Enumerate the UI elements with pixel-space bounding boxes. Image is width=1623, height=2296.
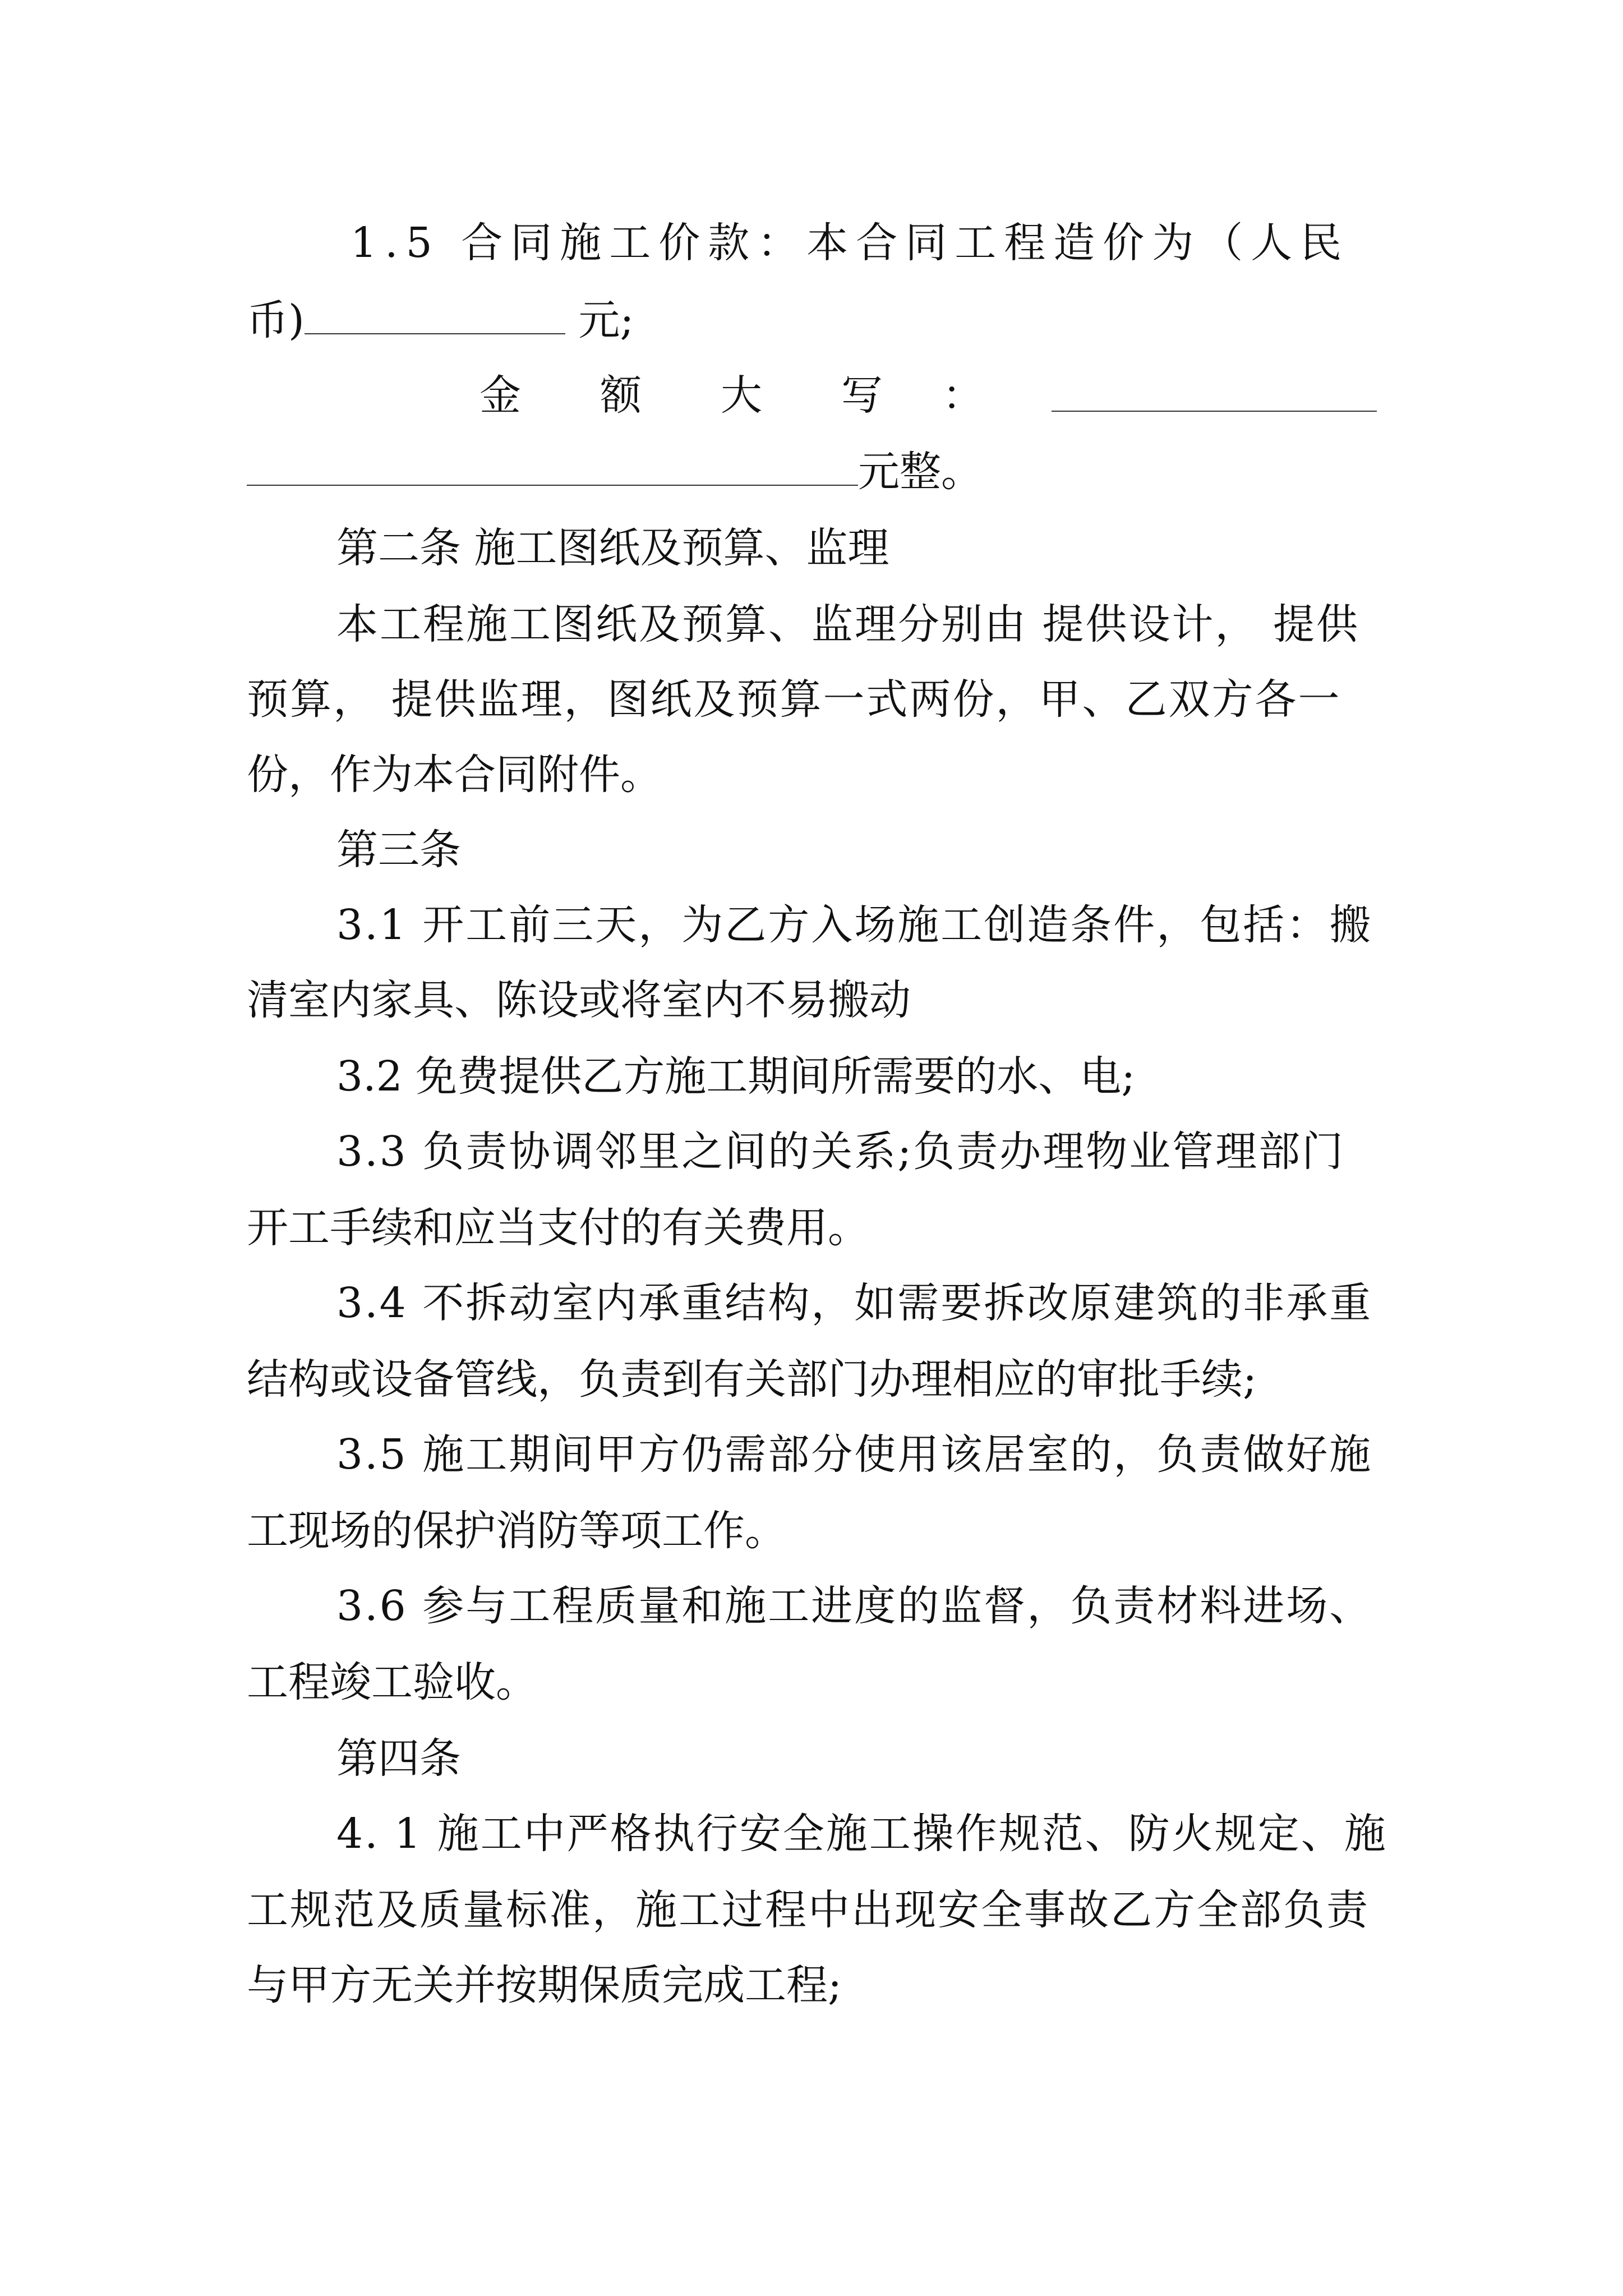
amount-char-2: 额 — [600, 371, 642, 420]
clause-3-6-line-1 — [336, 1581, 1372, 1631]
clause-4-1-text-2: 工规范及质量标准，施工过程中出现安全事故乙方全部负责 — [247, 1886, 1370, 1934]
clause-1-5-text: 1.5 合同施工价款：本合同工程造价为（人民 — [351, 219, 1350, 267]
currency-unit: 元; — [565, 296, 634, 344]
article-2-heading-text: 第二条 施工图纸及预算、监理 — [336, 524, 889, 572]
clause-3-1-line-1 — [336, 900, 1372, 950]
clause-4-1-line-1 — [336, 1809, 1387, 1859]
clause-1-5-line-2 — [247, 295, 634, 346]
clause-4-1-text-1: 4. 1 施工中严格执行安全施工操作规范、防火规定、施 — [336, 1810, 1387, 1858]
clause-3-1-text-1: 3.1 开工前三天，为乙方入场施工创造条件，包括：搬 — [336, 901, 1373, 949]
article-2-line-2 — [247, 674, 1341, 725]
clause-4-1-text-3: 与甲方无关并按期保质完成工程; — [247, 1961, 842, 2009]
amount-char-5: ： — [942, 371, 984, 420]
amount-char-1: 金 — [479, 371, 521, 420]
clause-3-4-line-2 — [247, 1354, 1257, 1405]
amount-uppercase-line-2 — [247, 447, 983, 497]
clause-4-1-line-3 — [247, 1960, 842, 2010]
clause-3-1-line-2 — [247, 975, 911, 1025]
clause-3-4-text-2: 结构或设备管线，负责到有关部门办理相应的审批手续; — [247, 1355, 1257, 1404]
article-2-line-1 — [336, 599, 1359, 650]
amount-char-4: 写 — [841, 371, 883, 420]
article-3-heading-text: 第三条 — [336, 826, 461, 874]
clause-3-1-text-2: 清室内家具、陈设或将室内不易搬动 — [247, 976, 911, 1024]
clause-3-6-line-2 — [247, 1657, 537, 1708]
clause-3-6-text-1: 3.6 参与工程质量和施工进度的监督，负责材料进场、 — [336, 1582, 1373, 1630]
clause-3-4-text-1: 3.4 不拆动室内承重结构，如需要拆改原建筑的非承重 — [336, 1279, 1373, 1327]
clause-1-5-line-1 — [351, 218, 1377, 268]
amount-suffix: 元整。 — [858, 448, 983, 496]
article-3-heading — [336, 825, 461, 875]
article-2-line-1-text: 本工程施工图纸及预算、监理分别由 提供设计， 提供 — [336, 600, 1360, 648]
clause-3-3-line-2 — [247, 1203, 869, 1253]
clause-4-1-line-2 — [247, 1885, 1370, 1935]
article-2-heading — [336, 523, 889, 573]
clause-3-5-line-2 — [247, 1506, 786, 1556]
article-4-heading — [336, 1733, 461, 1784]
clause-3-6-text-2: 工程竣工验收。 — [247, 1658, 537, 1706]
amount-blank-2[interactable] — [247, 452, 858, 486]
amount-uppercase-line — [479, 370, 1377, 421]
clause-3-2-text: 3.2 免费提供乙方施工期间所需要的水、电; — [336, 1052, 1136, 1101]
amount-char-3: 大 — [721, 371, 762, 420]
clause-3-3-line-1 — [336, 1126, 1345, 1177]
clause-3-2 — [336, 1051, 1135, 1102]
clause-3-4-line-1 — [336, 1278, 1372, 1328]
currency-label: 币) — [247, 296, 305, 344]
clause-3-3-text-1: 3.3 负责协调邻里之间的关系;负责办理物业管理部门 — [336, 1128, 1345, 1176]
article-2-line-2-text: 预算， 提供监理，图纸及预算一式两份，甲、乙双方各一 — [247, 675, 1341, 724]
article-2-line-3-text: 份，作为本合同附件。 — [247, 751, 662, 799]
clause-3-5-text-1: 3.5 施工期间甲方仍需部分使用该居室的，负责做好施 — [336, 1430, 1373, 1479]
clause-3-5-text-2: 工现场的保护消防等项工作。 — [247, 1507, 786, 1555]
clause-3-5-line-1 — [336, 1429, 1372, 1480]
price-blank[interactable] — [305, 301, 565, 334]
article-4-heading-text: 第四条 — [336, 1734, 461, 1783]
amount-blank-1[interactable] — [1052, 378, 1377, 412]
clause-3-3-text-2: 开工手续和应当支付的有关费用。 — [247, 1204, 869, 1252]
article-2-line-3 — [247, 749, 662, 800]
